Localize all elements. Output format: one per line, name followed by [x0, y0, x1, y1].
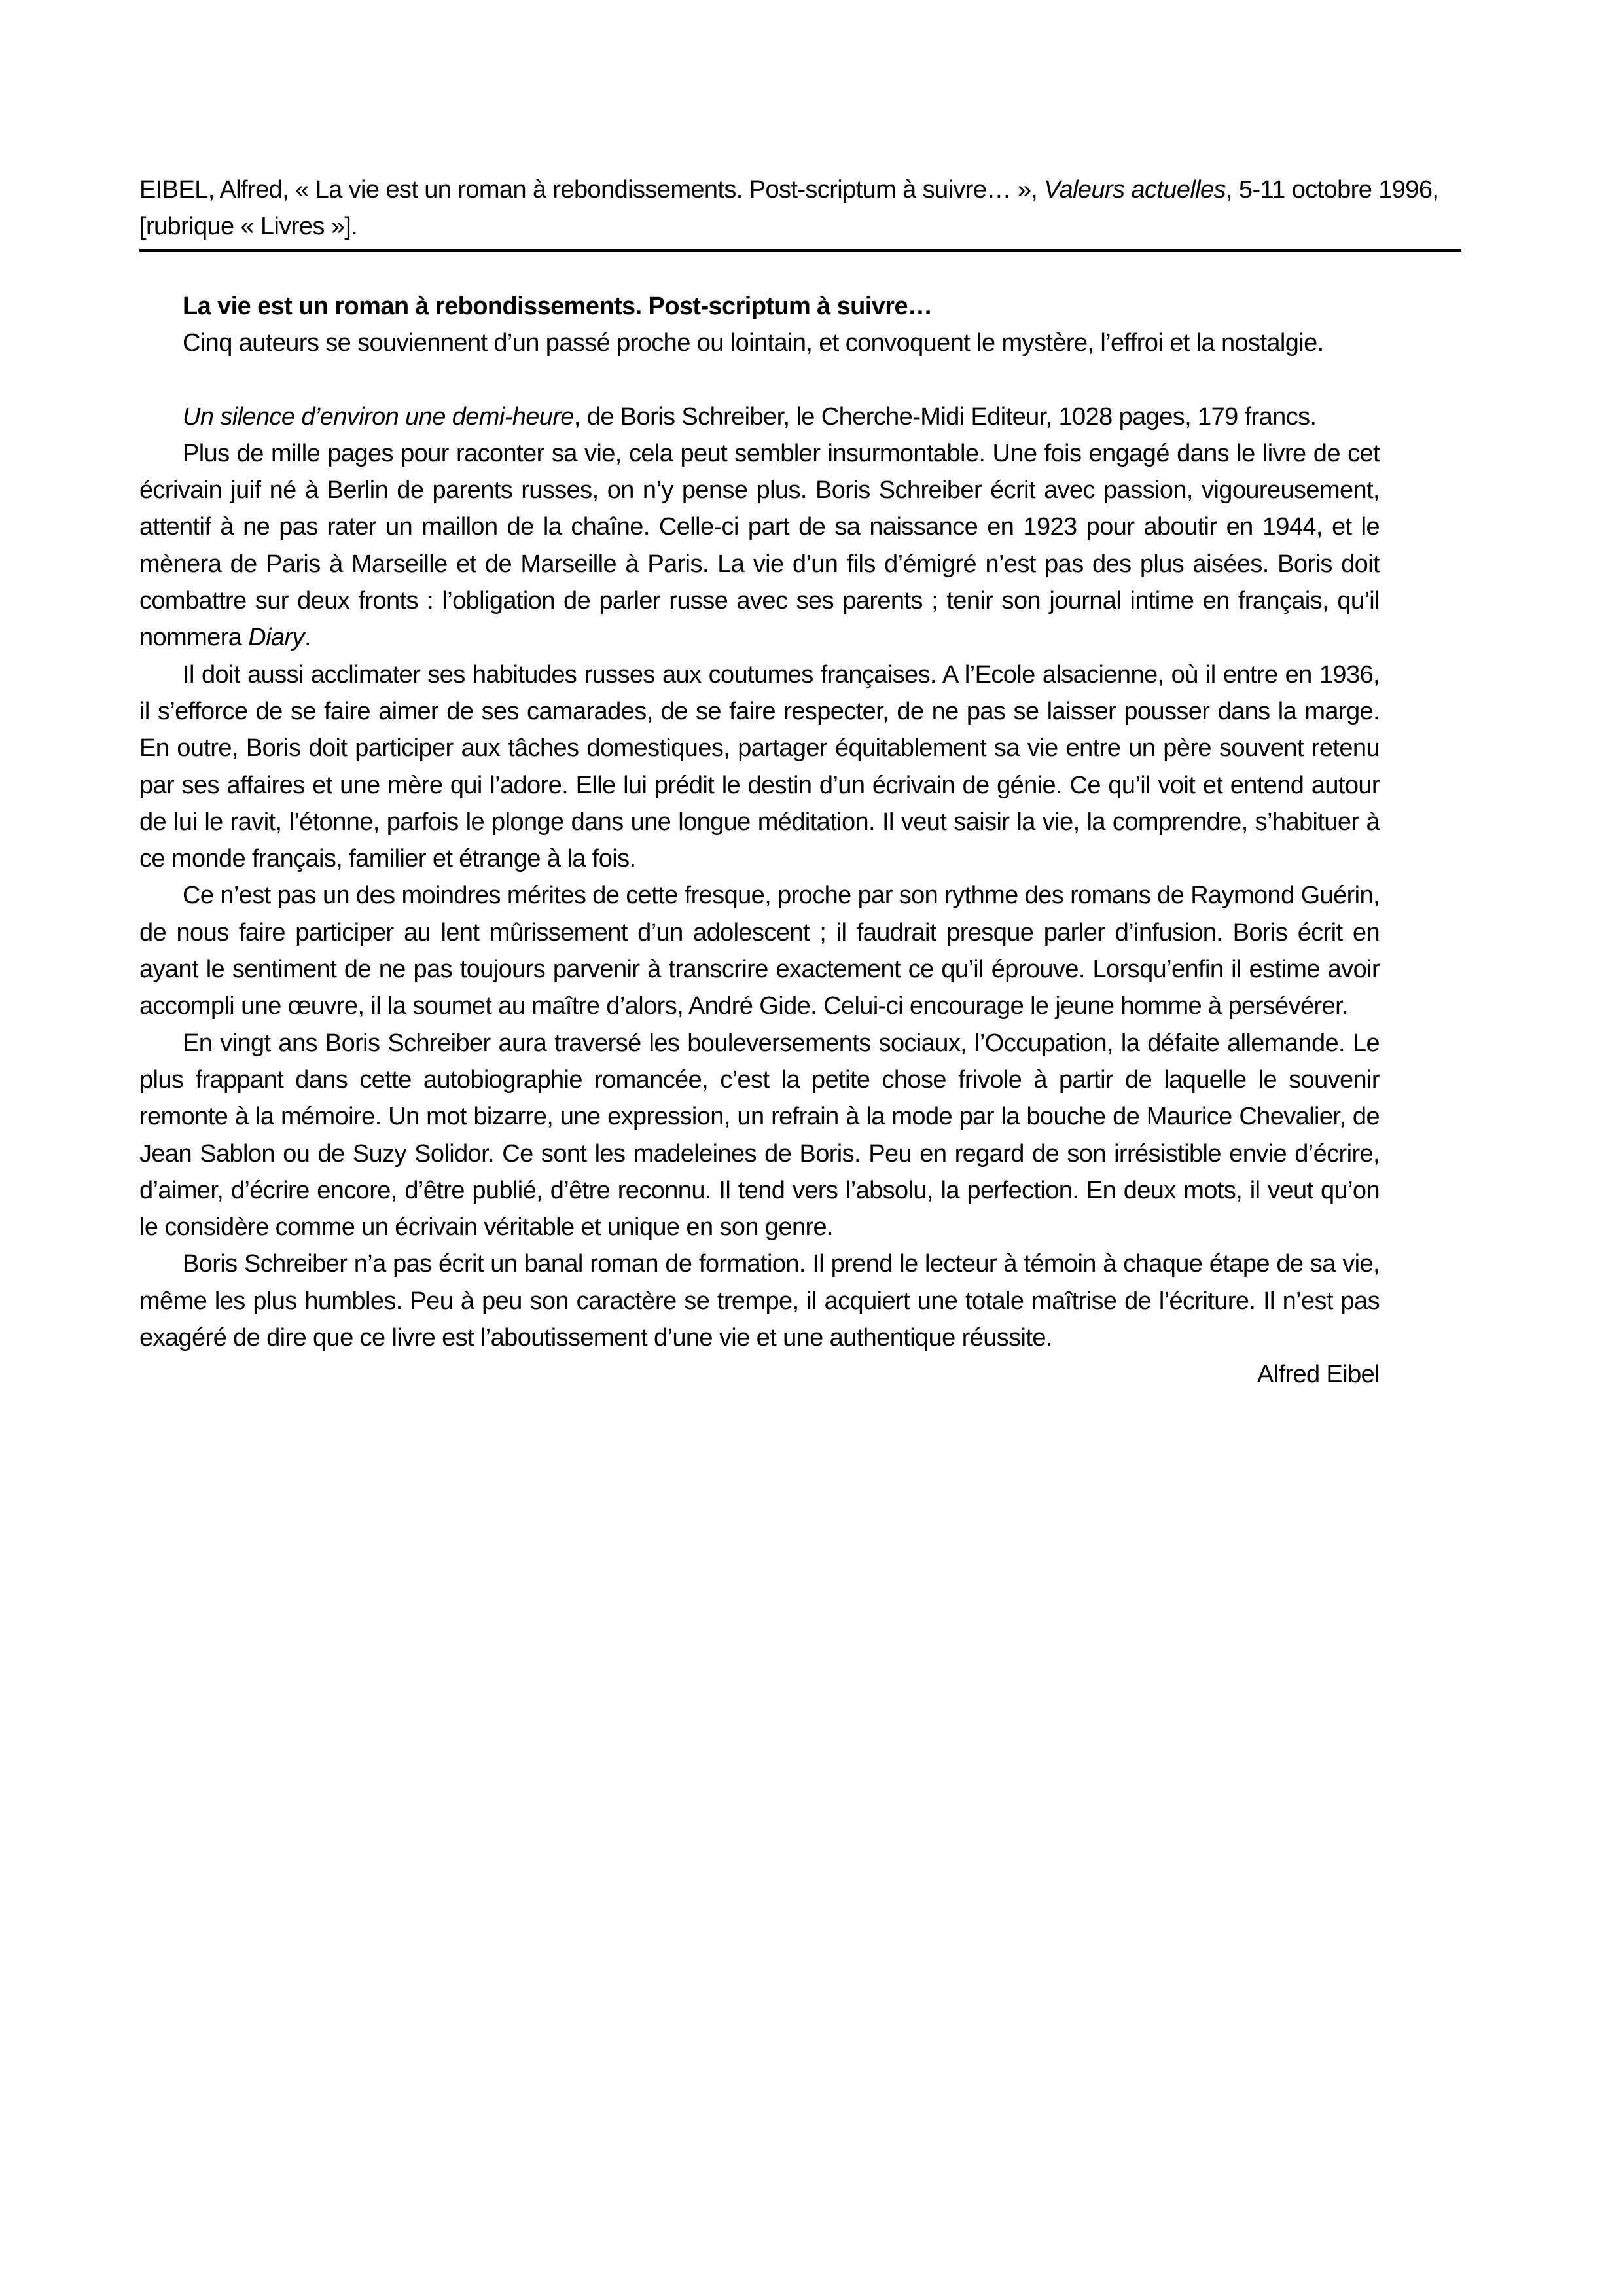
citation-author: EIBEL, Alfred,: [139, 176, 296, 204]
paragraph-1: [139, 435, 1380, 656]
citation-header: [139, 171, 1461, 245]
article-lede: Cinq auteurs se souviennent d’un passé proche ou lointain, et convoquent le mystère, l’effroi et la nostalgie.: [183, 329, 1324, 357]
book-reference: [139, 399, 1380, 435]
citation-article-title: « La vie est un roman à rebondissements. Post-scriptum à suivre… »,: [295, 176, 1044, 204]
citation-publication: Valeurs actuelles: [1044, 176, 1226, 204]
paragraph-3: Ce n’est pas un des moindres mérites de cette fresque, proche par son rythme des romans de Raymond Guérin, de nous faire participer au lent mûrissement d’un adolescent ; il faudrait presque parler d’infusion. Boris écrit en ayant le sentiment de ne pas toujours parvenir à transcrire exactement ce qu’il éprouve. Lorsqu’enfin il estime avoir accompli une œuvre, il la soumet au maître d’alors, André Gide. Celui-ci encourage le jeune homme à persévérer.: [139, 882, 1380, 1020]
paragraph-2: Il doit aussi acclimater ses habitudes russes aux coutumes françaises. A l’Ecole alsacienne, où il entre en 1936, il s’efforce de se faire aimer de ses camarades, de se faire respecter, de ne pas se laisser pousser dans la marge. En outre, Boris doit participer aux tâches domestiques, partager équitablement sa vie entre un père souvent retenu par ses affaires et une mère qui l’adore. Elle lui prédit le destin d’un écrivain de génie. Ce qu’il voit et entend autour de lui le ravit, l’étonne, parfois le plonge dans une longue méditation. Il veut saisir la vie, la comprendre, s’habituer à ce monde français, familier et étrange à la fois.: [139, 660, 1380, 873]
signature: Alfred Eibel: [1257, 1361, 1380, 1389]
article-title: La vie est un roman à rebondissements. Post-scriptum à suivre…: [183, 293, 933, 320]
diary-title: Diary: [248, 624, 304, 652]
paragraph-1-text: Plus de mille pages pour raconter sa vie, cela peut sembler insurmontable. Une fois engagé dans le livre de cet écrivain juif né à Berlin de parents russes, on n’y pense plus. Boris Schreiber écrit avec passion, vigoureusement, attentif à ne pas rater un maillon de la chaîne. Celle-ci part de sa naissance en 1923 pour aboutir en 1944, et le mènera de Paris à Marseille et de Marseille à Paris. La vie d’un fils d’émigré n’est pas des plus aisées. Boris doit combattre sur deux fronts : l’obligation de parler russe avec ses parents ; tenir son journal intime en français, qu’il nommera: [139, 439, 1380, 652]
header-divider: [139, 249, 1461, 252]
book-title: Un silence d’environ une demi-heure: [183, 403, 574, 431]
article-body: [139, 288, 1380, 1393]
citation-date-rubric: , 5-11 octobre 1996, [rubrique « Livres »].: [139, 176, 1439, 240]
paragraph-1-end: .: [304, 624, 311, 652]
paragraph-5: Boris Schreiber n’a pas écrit un banal roman de formation. Il prend le lecteur à témoin à chaque étape de sa vie, même les plus humbles. Peu à peu son caractère se trempe, il acquiert une totale maîtrise de l’écriture. Il n’est pas exagéré de dire que ce livre est l’aboutissement d’une vie et une authentique réussite.: [139, 1250, 1380, 1352]
book-details: , de Boris Schreiber, le Cherche-Midi Editeur, 1028 pages, 179 francs.: [573, 403, 1317, 431]
spacer: [139, 362, 1380, 399]
paragraph-4: En vingt ans Boris Schreiber aura traversé les bouleversements sociaux, l’Occupation, la défaite allemande. Le plus frappant dans cette autobiographie romancée, c’est la petite chose frivole à partir de laquelle le souvenir remonte à la mémoire. Un mot bizarre, une expression, un refrain à la mode par la bouche de Maurice Chevalier, de Jean Sablon ou de Suzy Solidor. Ce sont les madeleines de Boris. Peu en regard de son irrésistible envie d’écrire, d’aimer, d’écrire encore, d’être publié, d’être reconnu. Il tend vers l’absolu, la perfection. En deux mots, il veut qu’on le considère comme un écrivain véritable et unique en son genre.: [139, 1029, 1380, 1242]
